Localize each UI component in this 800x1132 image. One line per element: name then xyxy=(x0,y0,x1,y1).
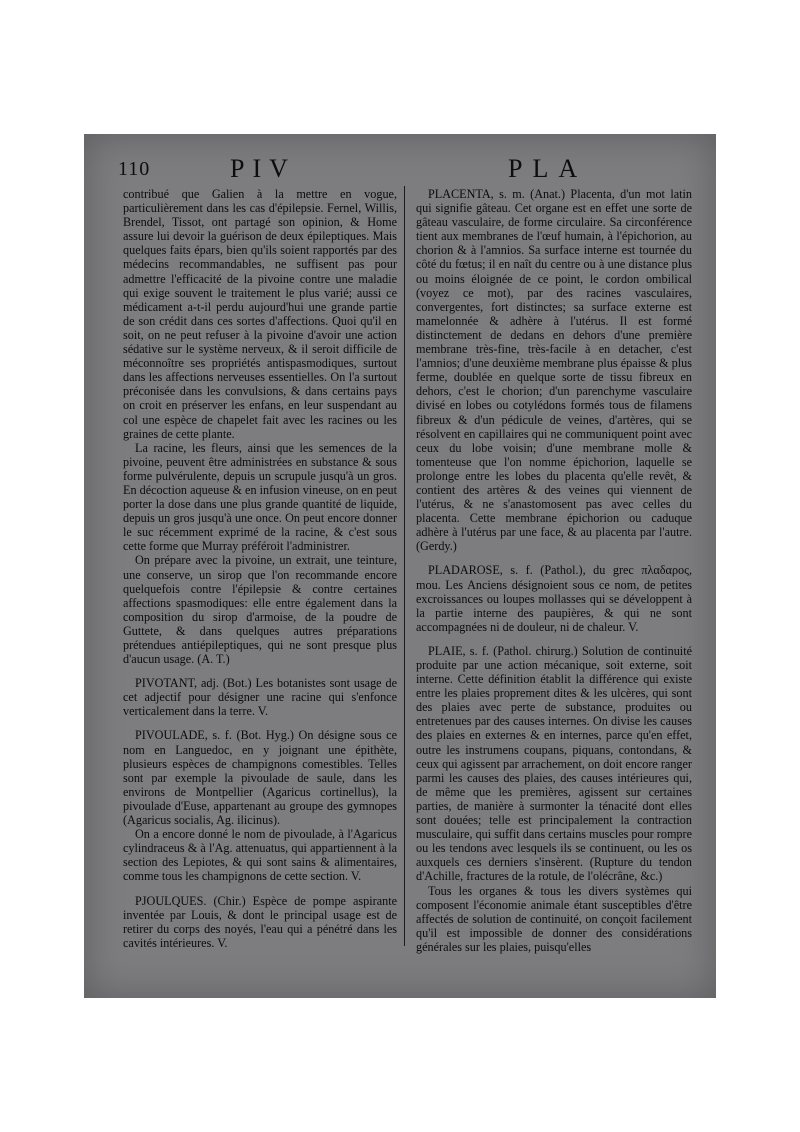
dictionary-entry: PLADAROSE, s. f. (Pathol.), du grec πλαδαρος, mou. Les Anciens désignoient sous ce nom, de petites excroissances ou loupes mollasses qui se développent à la partie interne des paupières, & qui ne sont accompagnées ni de douleur, ni de chaleur. V. xyxy=(416,563,692,634)
page-number: 110 xyxy=(118,158,151,180)
running-header xyxy=(118,152,698,184)
paragraph: contribué que Galien à la mettre en vogue, particulièrement dans les cas d'épilepsie. Fernel, Willis, Brendel, Tissot, ont partagé son opinion, & Home assure lui devoir la guérison de deux épileptiques. Mais quelques faits épars, bien qu'ils soient rapportés par des médecins recommandables, ne suffisent pas pour admettre l'efficacité de la pivoine contre une maladie qui exige souvent le traitement le plus varié; aussi ce médicament a-t-il perdu aujourd'hui une grande partie de son crédit dans ces sortes d'affections. Quoi qu'il en soit, on ne peut refuser à la pivoine d'avoir une action sédative sur le système nerveux, & il seroit difficile de méconnoître ses propriétés antispasmodiques, surtout dans les affections nerveuses essentielles. On l'a surtout préconisée dans les convulsions, & dans certains pays on croit en préserver les enfans, en leur suspendant au col une espèce de chapelet fait avec les racines ou les graines de cette plante. xyxy=(123,187,397,441)
right-column xyxy=(416,187,692,954)
paragraph: On a encore donné le nom de pivoulade, à l'Agaricus cylindraceus & à l'Ag. attenuatus, qui appartiennent à la section des Lepiotes, & qui sont sains & alimentaires, comme tous les champignons de cette section. V. xyxy=(123,827,397,884)
running-head-right: PLA xyxy=(508,154,588,183)
running-head-left: PIV xyxy=(230,154,296,183)
paragraph: Tous les organes & tous les divers systèmes qui composent l'économie animale étant susceptibles d'être affectés de solution de continuité, on conçoit facilement qu'il est impossible de donner des considérations générales sur les plaies, puisqu'elles xyxy=(416,883,692,954)
paragraph: On prépare avec la pivoine, un extrait, une teinture, une conserve, un sirop que l'on recommande encore quelquefois contre l'épilepsie & contre certaines affections spasmodiques: elle entre également dans la composition du sirop d'armoise, de la poudre de Guttete, & dans quelques autres préparations prétendues antiépileptiques, qui ne sont presque plus d'aucun usage. (A. T.) xyxy=(123,553,397,667)
dictionary-entry: PIVOTANT, adj. (Bot.) Les botanistes sont usage de cet adjectif pour désigner une racine qui s'enfonce verticalement dans la terre. V. xyxy=(123,676,397,719)
left-column xyxy=(123,187,397,950)
paragraph: La racine, les fleurs, ainsi que les semences de la pivoine, peuvent être administrées en substance & sous forme pulvérulente, depuis un scrupule jusqu'à un gros. En décoction aqueuse & en infusion vineuse, on en peut porter la dose dans une plus grande quantité de liquide, depuis un gros jusqu'à une once. On peut encore donner le suc récemment exprimé de la racine, & c'est sous cette forme que Murray préféroit l'administrer. xyxy=(123,440,397,554)
dictionary-entry: PLAIE, s. f. (Pathol. chirurg.) Solution de continuité produite par une action mécanique, soit externe, soit interne. Cette définition établit la différence qui existe entre les plaies proprement dites & les ulcères, qui sont des plaies avec perte de substance, produites ou entretenues par des causes internes. On divise les causes des plaies en externes & en internes, parce qu'en effet, outre les instrumens coupans, piquans, contondans, & ceux qui agissent par arrachement, on doit encore ranger parmi les causes des plaies, des causes intérieures qui, de même que les premières, agissent sur certaines parties, de manière à surmonter la ténacité dont elles sont douées; telle est principalement la contraction musculaire, qui suffit dans certains muscles pour rompre ou les tendons avec lesquels ils se continuent, ou les os auxquels ces derniers s'insèrent. (Rupture du tendon d'Achille, fractures de la rotule, de l'olécrâne, &c.) xyxy=(416,643,692,884)
column-divider xyxy=(404,186,405,946)
dictionary-entry: PIVOULADE, s. f. (Bot. Hyg.) On désigne sous ce nom en Languedoc, en y joignant une épithète, plusieurs espèces de champignons comestibles. Telles sont par exemple la pivoulade de saule, dans les environs de Montpellier (Agaricus cortinellus), la pivoulade d'Euse, appartenant au groupe des gymnopes (Agaricus socialis, Ag. ilicinus). xyxy=(123,728,397,828)
dictionary-entry: PJOULQUES. (Chir.) Espèce de pompe aspirante inventée par Louis, & dont le principal usage est de retirer du corps des noyés, l'eau qui a pénétré dans les cavités intérieures. V. xyxy=(123,893,397,950)
dictionary-entry: PLACENTA, s. m. (Anat.) Placenta, d'un mot latin qui signifie gâteau. Cet organe est en effet une sorte de gâteau vasculaire, de forme circulaire. Sa circonférence tient aux membranes de l'œuf humain, à l'épichorion, au chorion & à l'amnios. Sa surface interne est tournée du côté du fœtus; il en naît du centre ou à une distance plus ou moins éloignée de ce point, le cordon ombilical (voyez ce mot), par des racines vasculaires, convergentes, fort distinctes; sa surface externe est mamelonnée & adhère à l'utérus. Il est formé distinctement de dedans en dehors d'une première membrane très-fine, très-facile à en detacher, c'est l'amnios; d'une deuxième membrane plus épaisse & plus ferme, doublée en quelque sorte de tissu fibreux en dehors, c'est le chorion; d'un parenchyme vasculaire divisé en lobes ou cotylédons formés tous de filamens fibreux & d'un pédicule de veines, d'artères, qui se résolvent en capillaires qui ne communiquent point avec ceux du lobe voisin; d'une membrane molle & tomenteuse que l'on nomme épichorion, laquelle se prolonge entre les lobes du placenta qu'elle revêt, & contient des artères & des veines qui viennent de l'utérus, & ne s'anastomosent pas avec celles du placenta. Cette membrane épichorion ou caduque adhère à l'utérus par une face, & au placenta par l'autre. (Gerdy.) xyxy=(416,187,692,554)
